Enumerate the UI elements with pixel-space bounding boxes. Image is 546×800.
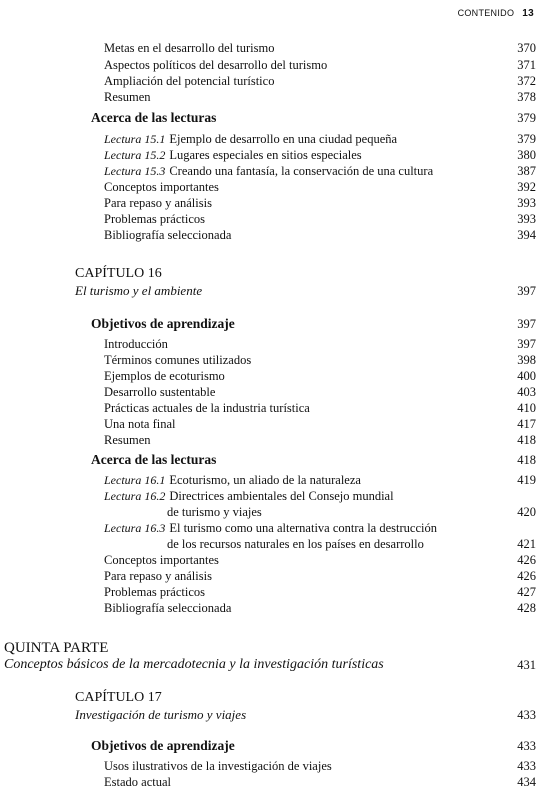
chapter-label: CAPÍTULO 17: [75, 690, 162, 705]
toc-entry[interactable]: Resumen 378: [104, 90, 536, 104]
toc-reading-continuation[interactable]: de turismo y viajes 420: [167, 505, 536, 519]
toc-section-heading[interactable]: Acerca de las lecturas 379: [91, 110, 536, 125]
toc-reading-entry[interactable]: Lectura 15.3 Creando una fantasía, la conservación de una cultura 387: [104, 164, 536, 178]
chapter-title-entry[interactable]: Investigación de turismo y viajes 433: [75, 707, 536, 722]
reading-number: Lectura 15.1: [104, 132, 166, 146]
toc-entry[interactable]: Aspectos políticos del desarrollo del turismo 371: [104, 58, 536, 72]
toc-entry[interactable]: Para repaso y análisis 426: [104, 569, 536, 583]
toc-entry[interactable]: Metas en el desarrollo del turismo 370: [104, 41, 536, 55]
toc-section-heading[interactable]: Objetivos de aprendizaje 397: [91, 316, 536, 331]
chapter-label: CAPÍTULO 16: [75, 266, 162, 281]
running-header: [458, 8, 534, 19]
toc-entry[interactable]: Problemas prácticos 393: [104, 212, 536, 226]
toc-entry[interactable]: Resumen 418: [104, 433, 536, 447]
header-label: CONTENIDO: [457, 8, 515, 18]
toc-entry[interactable]: Usos ilustrativos de la investigación de viajes 433: [104, 759, 536, 773]
toc-reading-entry[interactable]: Lectura 15.2 Lugares especiales en sitios especiales 380: [104, 148, 536, 162]
toc-reading-continuation[interactable]: de los recursos naturales en los países en desarrollo 421: [167, 537, 536, 551]
toc-entry[interactable]: Para repaso y análisis 393: [104, 196, 536, 210]
toc-entry[interactable]: Desarrollo sustentable 403: [104, 385, 536, 399]
toc-entry[interactable]: Términos comunes utilizados 398: [104, 353, 536, 367]
part-label: QUINTA PARTE: [4, 640, 109, 656]
reading-number: Lectura 15.2: [104, 148, 166, 162]
toc-entry[interactable]: Bibliografía seleccionada 428: [104, 601, 536, 615]
toc-reading-entry[interactable]: Lectura 16.2 Directrices ambientales del Consejo mundial: [104, 489, 394, 503]
toc-reading-entry[interactable]: Lectura 16.3 El turismo como una alternativa contra la destrucción: [104, 521, 437, 535]
toc-entry[interactable]: Prácticas actuales de la industria turística 410: [104, 401, 536, 415]
toc-entry[interactable]: Ampliación del potencial turístico 372: [104, 74, 536, 88]
toc-entry[interactable]: Bibliografía seleccionada 394: [104, 228, 536, 242]
chapter-title-entry[interactable]: El turismo y el ambiente 397: [75, 283, 536, 298]
header-page-number: 13: [522, 8, 534, 19]
reading-number: Lectura 16.3: [104, 521, 166, 535]
toc-reading-entry[interactable]: Lectura 15.1 Ejemplo de desarrollo en una ciudad pequeña 379: [104, 132, 536, 146]
toc-entry[interactable]: Problemas prácticos 427: [104, 585, 536, 599]
toc-entry[interactable]: Conceptos importantes 426: [104, 553, 536, 567]
toc-entry[interactable]: Estado actual 434: [104, 775, 536, 789]
toc-reading-entry[interactable]: Lectura 16.1 Ecoturismo, un aliado de la naturaleza 419: [104, 473, 536, 487]
toc-section-heading[interactable]: Acerca de las lecturas 418: [91, 452, 536, 467]
toc-entry[interactable]: Ejemplos de ecoturismo 400: [104, 369, 536, 383]
part-title-entry[interactable]: Conceptos básicos de la mercadotecnia y la investigación turísticas 431: [4, 657, 536, 672]
toc-section-heading[interactable]: Objetivos de aprendizaje 433: [91, 738, 536, 753]
toc-entry[interactable]: Introducción 397: [104, 337, 536, 351]
reading-number: Lectura 15.3: [104, 164, 166, 178]
toc-entry[interactable]: Conceptos importantes 392: [104, 180, 536, 194]
reading-number: Lectura 16.1: [104, 473, 166, 487]
reading-number: Lectura 16.2: [104, 489, 166, 503]
toc-entry[interactable]: Una nota final 417: [104, 417, 536, 431]
